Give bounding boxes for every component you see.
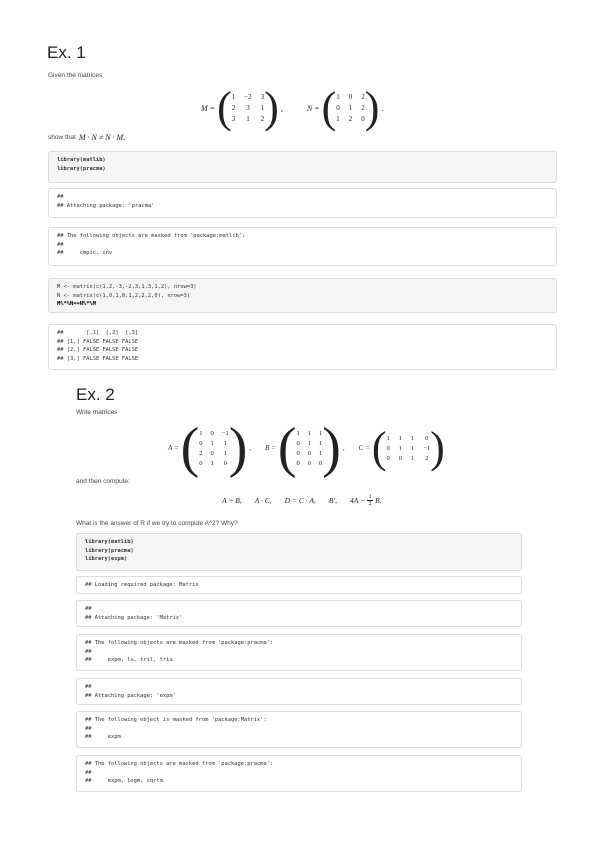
- code-block-libraries: [76, 533, 522, 571]
- ex2-then: and then compute:: [76, 478, 130, 485]
- matrix-cell: 2: [231, 104, 236, 112]
- matrix-cell: 1: [210, 459, 214, 467]
- output-block: [76, 678, 522, 705]
- output-line: ## expm, logm, sqrtm: [85, 778, 163, 784]
- matrix-cell: 0: [210, 429, 214, 437]
- output-line: ##: [85, 725, 92, 732]
- matrix-cell: 2: [425, 454, 429, 462]
- matrix-b: [277, 417, 341, 479]
- output-block: [76, 711, 522, 748]
- ex2-intro: Write matrices: [76, 409, 118, 416]
- matrix-cell: 1: [210, 439, 214, 447]
- output-line: ## Attaching package: 'pracma': [57, 202, 155, 209]
- matrix-cell: 0: [223, 459, 227, 467]
- separator: ,: [280, 103, 283, 113]
- fraction-numerator: 1: [368, 494, 372, 500]
- left-paren: (: [277, 417, 297, 479]
- code-line: N <- matrix(c(1,0,1,0,1,2,2,2,0), nrow=3): [57, 292, 191, 299]
- matrix-cell: 1: [348, 104, 353, 112]
- matrix-cell: 2: [260, 115, 265, 123]
- op-b-transpose: B′,: [328, 496, 337, 505]
- output-block: [76, 600, 522, 627]
- output-line: ## Loading required package: Matrix: [85, 582, 199, 588]
- op-b: B.: [375, 496, 382, 505]
- matrix-cell: 1: [319, 449, 323, 457]
- show-prefix: show that: [48, 134, 76, 141]
- output-block: [76, 634, 522, 671]
- output-line: ## cmpic, inv: [57, 250, 113, 256]
- code-line: M <- matrix(c(1,2,-3,-2,3,1,3,1,2), nrow=3): [57, 284, 197, 290]
- output-line: ##: [85, 769, 92, 776]
- matrix-cell: −1: [221, 429, 229, 437]
- code-line: library(expm): [85, 556, 128, 562]
- matrix-cell: 0: [319, 459, 323, 467]
- matrix-cell: −2: [244, 93, 252, 101]
- output-line: ## The following objects are masked from 'package:pracma':: [85, 761, 274, 767]
- op-a-plus-b: A + B,: [222, 496, 242, 505]
- matrix-cell: 1: [260, 104, 265, 112]
- matrix-n-grid: [336, 93, 365, 123]
- code-line: library(pracma): [57, 165, 106, 172]
- matrix-cell: 1: [307, 429, 312, 437]
- code-block-matrices: [48, 278, 557, 313]
- matrix-m: [217, 83, 279, 132]
- matrix-cell: 1: [336, 93, 340, 101]
- matrix-cell: 1: [336, 115, 340, 123]
- output-block: [76, 576, 522, 594]
- separator: ,: [342, 444, 345, 452]
- output-block-comparison: [48, 324, 557, 370]
- matrix-cell: 1: [398, 444, 402, 452]
- fraction-half: [367, 494, 373, 507]
- matrix-cell: 1: [231, 93, 236, 101]
- matrix-cell: 3: [260, 93, 265, 101]
- matrix-cell: 1: [223, 439, 227, 447]
- matrix-cell: 1: [386, 434, 390, 442]
- ex1-show-line: [48, 133, 125, 142]
- separator: ,: [249, 444, 252, 452]
- output-block: [76, 755, 522, 792]
- matrix-cell: 1: [199, 429, 203, 437]
- period: .: [381, 103, 384, 113]
- ex1-title: Ex. 1: [47, 43, 86, 62]
- matrix-cell: 2: [361, 104, 365, 112]
- matrix-cell: 0: [199, 459, 203, 467]
- b-label: B =: [265, 444, 276, 452]
- code-block-libraries: [48, 151, 557, 183]
- output-line: ##: [57, 194, 64, 200]
- output-line: ##: [57, 241, 64, 248]
- matrix-cell: 1: [398, 434, 402, 442]
- matrix-cell: 0: [307, 459, 312, 467]
- matrix-cell: 0: [296, 439, 300, 447]
- matrix-cell: 1: [223, 449, 227, 457]
- matrix-cell: 1: [410, 444, 415, 452]
- left-paren: (: [217, 83, 232, 132]
- matrix-cell: 0: [361, 115, 365, 123]
- matrix-cell: 3: [246, 104, 250, 112]
- matrix-a-grid: [199, 430, 228, 467]
- output-block: [48, 188, 557, 218]
- matrix-cell: 2: [348, 115, 353, 123]
- matrix-cell: 1: [410, 454, 415, 462]
- output-line: ##: [85, 648, 92, 655]
- matrix-cell: 0: [425, 434, 429, 442]
- output-line: ## Attaching package: 'Matrix': [85, 614, 183, 621]
- output-line: ## expm: [85, 734, 121, 740]
- right-paren: ): [228, 417, 248, 479]
- output-line: ## [2,] FALSE FALSE FALSE: [57, 347, 139, 353]
- output-line: ## [1,] FALSE FALSE FALSE: [57, 338, 139, 345]
- n-label: N =: [306, 103, 320, 113]
- matrix-cell: 0: [348, 93, 353, 101]
- right-paren: ): [322, 417, 341, 479]
- ex1-matrices: [201, 83, 384, 132]
- right-paren: ): [264, 83, 279, 132]
- matrix-cell: 0: [210, 449, 214, 457]
- op-a-times-c: A · C,: [254, 496, 272, 505]
- ex2-operations: [222, 494, 382, 507]
- ex2-matrices: [168, 417, 447, 479]
- right-paren: ): [364, 83, 380, 132]
- matrix-cell: 0: [386, 454, 390, 462]
- matrix-cell: 2: [361, 93, 365, 101]
- matrix-cell: 2: [199, 449, 203, 457]
- matrix-cell: −1: [423, 444, 431, 452]
- output-line: ## Attaching package: 'expm': [85, 692, 176, 699]
- matrix-cell: 0: [199, 439, 203, 447]
- matrix-cell: 1: [319, 439, 323, 447]
- output-line: ## The following objects are masked from 'package:pracma':: [85, 640, 274, 646]
- output-line: ## expm, lu, tril, triu: [85, 657, 173, 663]
- ex2-question: What is the answer of R if we try to compute A^2? Why?: [76, 520, 238, 527]
- matrix-cell: 0: [386, 444, 390, 452]
- matrix-cell: 0: [296, 459, 300, 467]
- c-label: C =: [358, 444, 370, 452]
- output-line: ## The following objects are masked from 'package:matlib':: [57, 233, 246, 239]
- matrix-cell: 0: [296, 449, 300, 457]
- output-line: ## The following object is masked from 'package:Matrix':: [85, 717, 267, 723]
- m-label: M =: [201, 103, 216, 113]
- op-d: D = C · A,: [284, 496, 316, 505]
- code-line: library(matlib): [85, 539, 134, 545]
- matrix-c-grid: [386, 435, 430, 462]
- ex2-title: Ex. 2: [76, 385, 115, 404]
- a-label: A =: [168, 444, 179, 452]
- left-paren: (: [321, 83, 337, 132]
- matrix-cell: 1: [296, 429, 300, 437]
- output-block: [48, 227, 557, 266]
- matrix-cell: 1: [319, 429, 323, 437]
- right-paren: ): [430, 423, 445, 472]
- matrix-n: [321, 83, 380, 132]
- output-line: ## [3,] FALSE FALSE FALSE: [57, 355, 139, 362]
- matrix-c: [371, 423, 445, 472]
- matrix-cell: 3: [231, 115, 236, 123]
- op-4a-minus: 4A −: [349, 496, 366, 505]
- matrix-cell: 0: [307, 449, 312, 457]
- code-line: library(matlib): [57, 157, 106, 163]
- output-line: ##: [85, 684, 92, 690]
- matrix-cell: 0: [336, 104, 340, 112]
- left-paren: (: [371, 423, 387, 472]
- matrix-b-grid: [297, 430, 323, 467]
- matrix-cell: 1: [246, 115, 250, 123]
- code-line: M%*%N==N%*%M: [57, 301, 96, 307]
- show-math: M · N ≠ N · M.: [78, 133, 126, 142]
- matrix-cell: 0: [398, 454, 402, 462]
- matrix-m-grid: [232, 93, 264, 123]
- output-line: ##: [85, 606, 92, 612]
- matrix-a: [180, 417, 248, 479]
- code-line: library(pracma): [85, 547, 134, 554]
- fraction-denominator: 2: [368, 501, 372, 507]
- matrix-cell: 1: [410, 434, 415, 442]
- left-paren: (: [180, 417, 200, 479]
- output-line: ## [,1] [,2] [,3]: [57, 330, 139, 336]
- ex1-intro: Given the matrices: [48, 72, 103, 79]
- matrix-cell: 1: [307, 439, 312, 447]
